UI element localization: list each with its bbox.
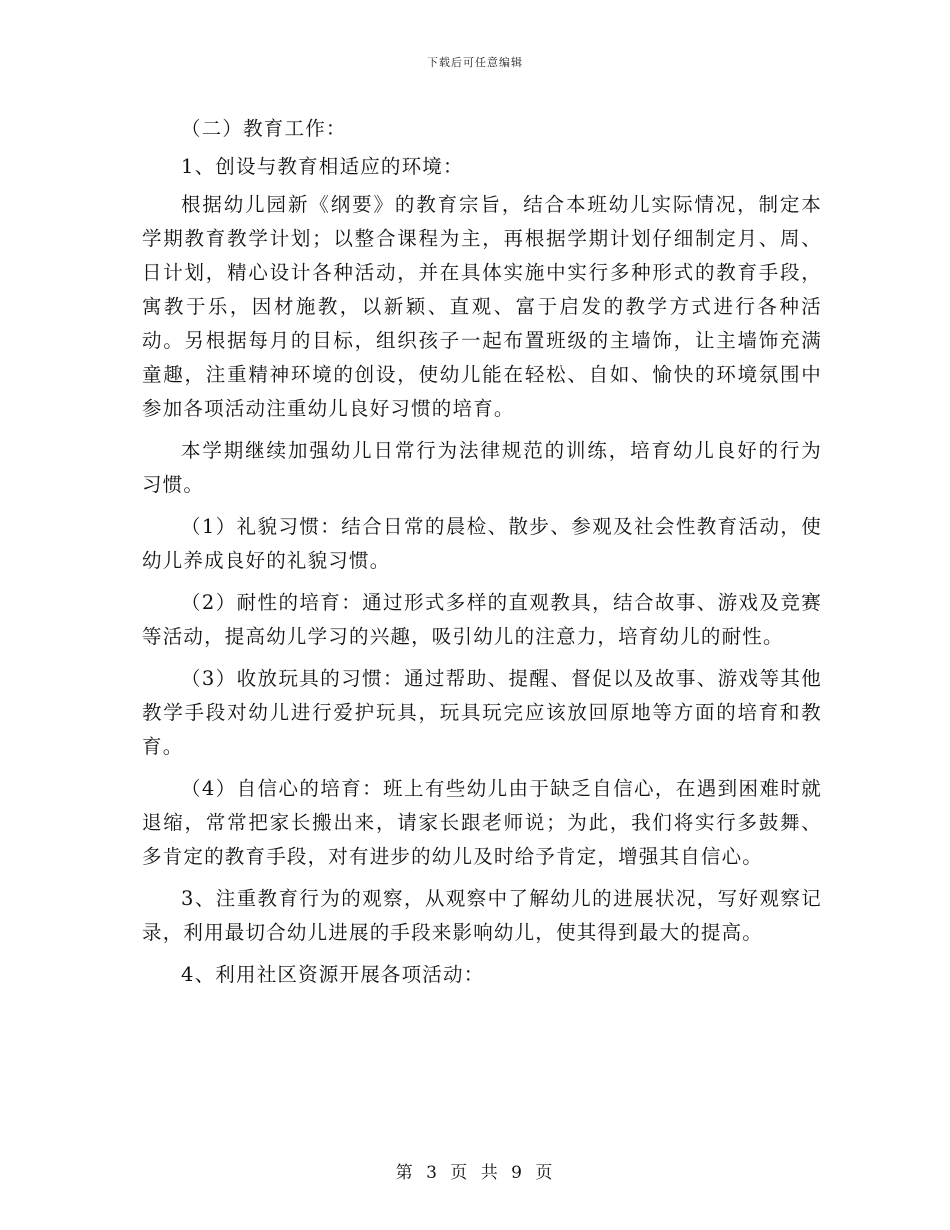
paragraph: （2）耐性的培育：通过形式多样的直观教具，结合故事、游戏及竞赛等活动，提高幼儿学习的兴趣，吸引幼儿的注意力，培育幼儿的耐性。	[142, 591, 822, 648]
paragraph: 本学期继续加强幼儿日常行为法律规范的训练，培育幼儿良好的行为习惯。	[142, 439, 822, 496]
paragraph: 3、注重教育行为的观察，从观察中了解幼儿的进展状况，写好观察记录，利用最切合幼儿进展的手段来影响幼儿，使其得到最大的提高。	[142, 887, 822, 944]
paragraph: （4）自信心的培育：班上有些幼儿由于缺乏自信心，在遇到困难时就退缩，常常把家长搬出来，请家长跟老师说；为此，我们将实行多鼓舞、多肯定的教育手段，对有进步的幼儿及时给予肯定，增强其自信心。	[142, 777, 822, 868]
document-body	[142, 112, 822, 1000]
paragraph: （1）礼貌习惯：结合日常的晨检、散步、参观及社会性教育活动，使幼儿养成良好的礼貌习惯。	[142, 515, 822, 572]
paragraph: 根据幼儿园新《纲要》的教育宗旨，结合本班幼儿实际情况，制定本学期教育教学计划；以整合课程为主，再根据学期计划仔细制定月、周、日计划，精心设计各种活动，并在具体实施中实行多种形式的教育手段，寓教于乐，因材施教，以新颖、直观、富于启发的教学方式进行各种活动。另根据每月的目标，组织孩子一起布置班级的主墙饰，让主墙饰充满童趣，注重精神环境的创设，使幼儿能在轻松、自如、愉快的环境氛围中参加各项活动注重幼儿良好习惯的培育。	[142, 193, 822, 420]
paragraph: （3）收放玩具的习惯：通过帮助、提醒、督促以及故事、游戏等其他教学手段对幼儿进行爱护玩具，玩具玩完应该放回原地等方面的培育和教育。	[142, 667, 822, 758]
section-heading: （二）教育工作：	[181, 117, 347, 140]
page-header: 下载后可任意编辑	[427, 56, 523, 69]
subsection-heading: 1、创设与教育相适应的环境：	[181, 155, 464, 178]
page-number-footer: 第 3 页 共 9 页	[395, 1163, 555, 1183]
subsection-heading: 4、利用社区资源开展各项活动：	[181, 963, 485, 986]
